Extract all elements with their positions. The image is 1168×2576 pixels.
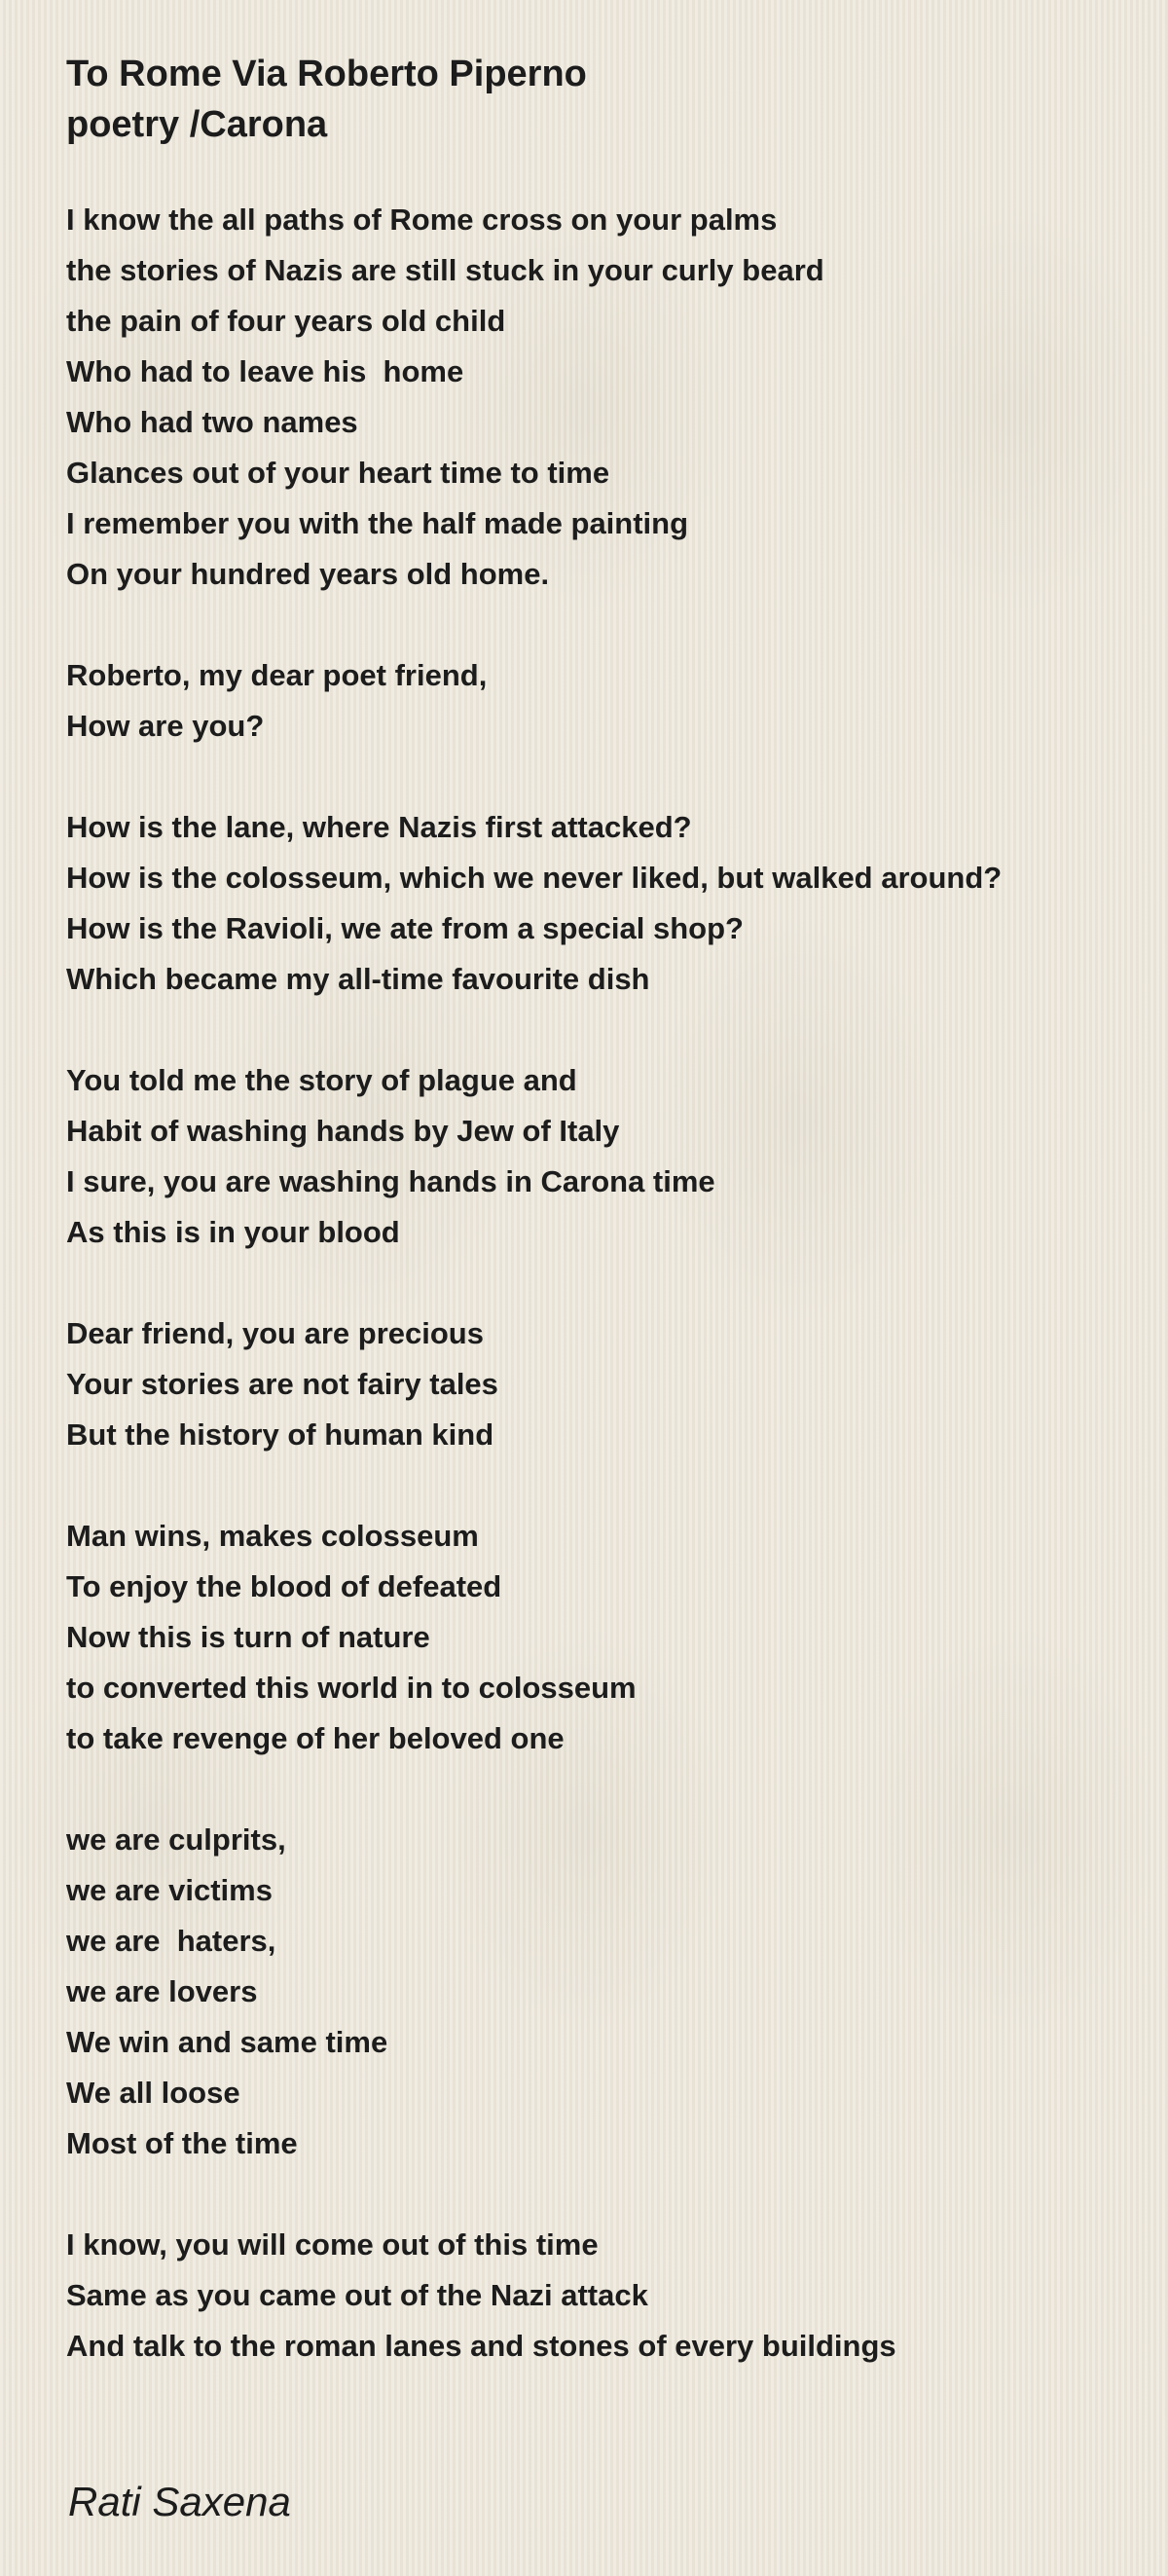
poem-line: Who had to leave his home bbox=[66, 354, 464, 388]
poem-line: We win and same time bbox=[66, 2025, 388, 2059]
poem-line: On your hundred years old home. bbox=[66, 557, 550, 591]
poem-line: You told me the story of plague and bbox=[66, 1063, 577, 1097]
poem-line: we are culprits, bbox=[66, 1822, 286, 1857]
poem-title-line-1: To Rome Via Roberto Piperno bbox=[66, 54, 587, 94]
poem-line: we are lovers bbox=[66, 1974, 258, 2008]
poem-author: Rati Saxena bbox=[68, 2479, 291, 2524]
poem-line: We all loose bbox=[66, 2076, 240, 2110]
poem-line: Glances out of your heart time to time bbox=[66, 456, 610, 490]
poem-line: Now this is turn of nature bbox=[66, 1620, 430, 1654]
poem-stanza bbox=[66, 802, 1002, 1005]
poem-title-line-2: poetry /Carona bbox=[66, 104, 328, 145]
poem-line: How are you? bbox=[66, 709, 265, 743]
poem-line: Same as you came out of the Nazi attack bbox=[66, 2278, 648, 2312]
poem-line: we are victims bbox=[66, 1873, 273, 1907]
poem-stanza bbox=[66, 1055, 1002, 1258]
poem-stanza bbox=[66, 195, 1002, 600]
poem-line: Roberto, my dear poet friend, bbox=[66, 658, 488, 692]
poem-line: How is the lane, where Nazis first attacked? bbox=[66, 810, 692, 844]
poem-stanza bbox=[66, 1815, 1002, 2169]
poem-line: to take revenge of her beloved one bbox=[66, 1721, 565, 1755]
poem-line: Man wins, makes colosseum bbox=[66, 1519, 479, 1553]
poem-line: Most of the time bbox=[66, 2126, 298, 2160]
poem-stanza bbox=[66, 1308, 1002, 1460]
poem-line: Your stories are not fairy tales bbox=[66, 1367, 498, 1401]
poem-line: I remember you with the half made painting bbox=[66, 506, 689, 540]
poem-line: we are haters, bbox=[66, 1924, 276, 1958]
poem-title bbox=[66, 49, 587, 150]
poem-line: the stories of Nazis are still stuck in your curly beard bbox=[66, 253, 824, 287]
poem-stanza bbox=[66, 1511, 1002, 1764]
poem-line: How is the colosseum, which we never liked, but walked around? bbox=[66, 861, 1003, 895]
poem-stanza bbox=[66, 2220, 1002, 2372]
poem-stanza bbox=[66, 650, 1002, 752]
poem-line: Dear friend, you are precious bbox=[66, 1316, 484, 1350]
poem-line: Which became my all-time favourite dish bbox=[66, 962, 650, 996]
poem-line: I know, you will come out of this time bbox=[66, 2227, 599, 2262]
poem-line: Who had two names bbox=[66, 405, 358, 439]
poem-line: How is the Ravioli, we ate from a special shop? bbox=[66, 911, 744, 945]
poem-line: To enjoy the blood of defeated bbox=[66, 1569, 502, 1603]
poem-line: And talk to the roman lanes and stones of every buildings bbox=[66, 2329, 896, 2363]
poem-line: to converted this world in to colosseum bbox=[66, 1671, 637, 1705]
poem-line: I sure, you are washing hands in Carona time bbox=[66, 1164, 715, 1198]
poem-line: the pain of four years old child bbox=[66, 304, 506, 338]
poem-line: I know the all paths of Rome cross on your palms bbox=[66, 202, 778, 237]
poem-line: As this is in your blood bbox=[66, 1215, 400, 1249]
poem-line: But the history of human kind bbox=[66, 1417, 494, 1452]
poem-line: Habit of washing hands by Jew of Italy bbox=[66, 1114, 620, 1148]
poem-body bbox=[66, 195, 1002, 2422]
